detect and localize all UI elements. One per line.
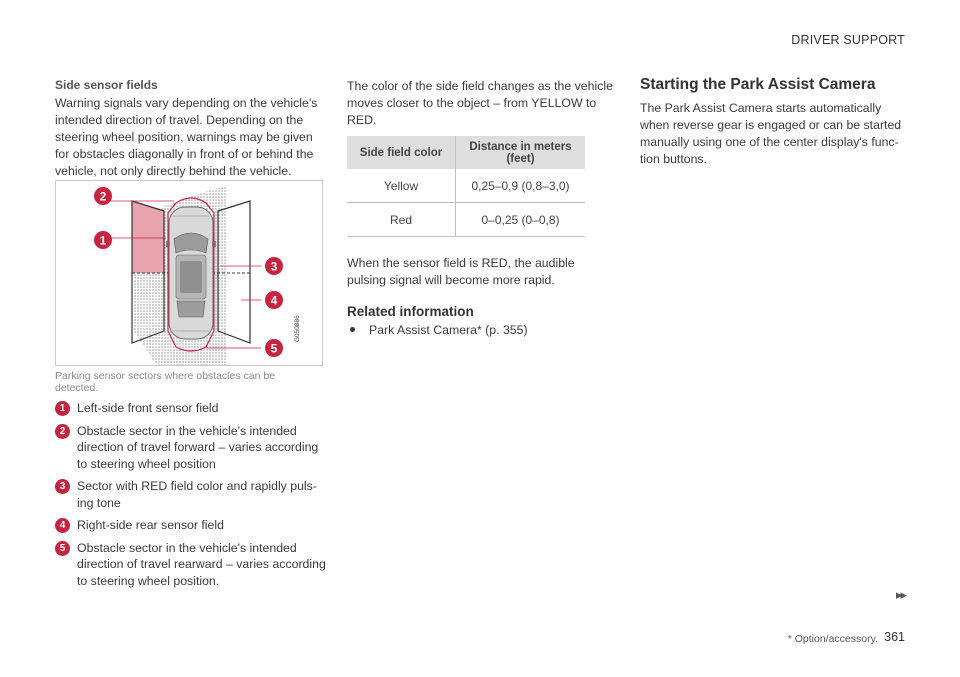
marker-2 [94,187,112,205]
related-link[interactable]: Park Assist Camera* (p. 355) [369,323,528,337]
legend-text: Sector with RED field color and rapidly puls-ing tone [77,479,317,510]
svg-text:1: 1 [99,233,107,248]
legend-number: 3 [55,479,70,494]
table-cell: 0–0,25 (0–0,8) [456,203,586,237]
legend-item [55,540,330,590]
figure-code: G050886 [294,315,301,342]
legend-text: Obstacle sector in the vehicle's intended direction of travel rearward – varies according to steering wheel position. [77,540,326,588]
next-page-icon[interactable]: ▸▸ [895,587,905,602]
color-change-section [347,78,615,338]
related-info-heading: Related information [347,304,474,319]
table-header-row [347,136,585,169]
legend-item [55,423,330,473]
legend-item [55,517,330,534]
legend-number: 5 [55,541,70,556]
legend-number: 2 [55,424,70,439]
marker-4 [265,291,283,309]
legend-text: Obstacle sector in the vehicle's intended direction of travel forward – varies according to steering wheel position [77,423,319,471]
legend-item [55,400,330,417]
svg-text:3: 3 [270,259,278,274]
footnote: * Option/accessory. [787,633,878,645]
table-header: Side field color [347,136,456,169]
figure-caption: Parking sensor sectors where obstacles can be detected. [55,370,276,394]
related-item[interactable] [347,322,615,338]
svg-text:4: 4 [270,293,278,308]
legend-text: Right-side rear sensor field [77,518,224,532]
side-sensor-heading: Side sensor fields [55,78,158,92]
side-sensor-fields-section [55,78,323,180]
park-assist-heading: Starting the Park Assist Camera [640,76,876,93]
marker-5 [265,339,283,357]
section-header: DRIVER SUPPORT [791,33,905,47]
table-row [347,169,585,203]
legend-item [55,478,330,511]
table-cell: 0,25–0,9 (0,8–3,0) [456,169,586,203]
red-sensor-field [132,201,164,273]
park-assist-section [640,76,905,168]
page-number: 361 [884,630,905,644]
marker-3 [265,257,283,275]
distance-table [347,136,585,237]
car-top-view [166,207,216,339]
marker-1 [94,231,112,249]
parking-sensor-figure [55,180,323,366]
svg-text:2: 2 [99,189,107,204]
legend-number: 4 [55,518,70,533]
side-sensor-text: Warning signals vary depending on the vehicle's intended direction of travel. Depending on the steering wheel position, warnings may be given for obstacles diagonally in front of or behind the vehicle, not only directly behind the vehicle. [55,96,318,178]
color-change-text: The color of the side field changes as the vehicle moves closer to the object – from YELLOW to RED. [347,79,613,127]
table-cell: Red [347,203,456,237]
legend-text: Left-side front sensor field [77,401,219,415]
park-assist-text: The Park Assist Camera starts automatically when reverse gear is engaged or can be started manually using one of the center display's func-tion buttons. [640,101,902,166]
bullet-icon [350,327,355,332]
sensor-diagram [56,181,322,365]
table-header: Distance in meters (feet) [456,136,586,169]
legend-number: 1 [55,401,70,416]
svg-text:5: 5 [270,341,278,356]
red-field-note: When the sensor field is RED, the audible pulsing signal will become more rapid. [347,256,575,287]
table-cell: Yellow [347,169,456,203]
legend-list [55,400,330,595]
table-row [347,203,585,237]
